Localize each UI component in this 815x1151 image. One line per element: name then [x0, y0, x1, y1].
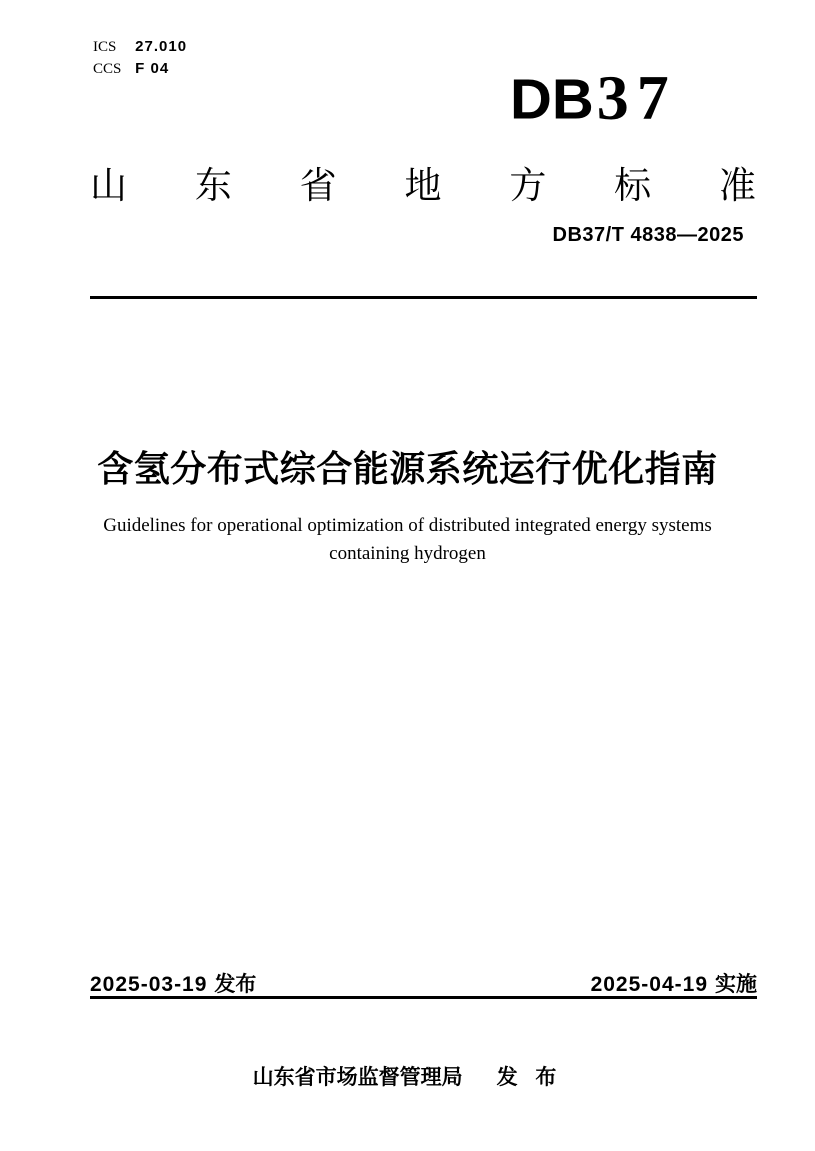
- document-title-english: [60, 512, 755, 568]
- title-english-line1: Guidelines for operational optimization of distributed integrated energy systems: [103, 515, 712, 536]
- implement-label: 实施: [715, 973, 757, 996]
- ccs-value: F 04: [135, 60, 170, 77]
- ccs-label: CCS: [93, 61, 122, 77]
- category-char: 山: [90, 165, 127, 206]
- issue-date-group: [90, 968, 256, 998]
- category-char: 东: [194, 165, 232, 206]
- db37-logo-db-letters: DB: [510, 67, 594, 132]
- implement-date: 2025-04-19: [590, 973, 708, 996]
- classification-block: [93, 36, 187, 80]
- category-char: 方: [509, 165, 547, 206]
- standard-category-title: [90, 155, 756, 209]
- category-char: 准: [718, 165, 756, 206]
- ics-label: ICS: [93, 39, 117, 55]
- standard-number: DB37/T 4838—2025: [552, 224, 744, 246]
- category-char: 地: [404, 165, 442, 206]
- publisher-name: 山东省市场监督管理局: [252, 1066, 463, 1089]
- publisher-row: [0, 1061, 815, 1091]
- title-english-line2: containing hydrogen: [329, 543, 486, 564]
- bottom-divider-rule: [90, 996, 757, 999]
- publish-action-label: 发 布: [496, 1066, 563, 1089]
- category-char: 省: [299, 165, 337, 206]
- dates-row: [90, 968, 757, 998]
- ics-line: [93, 36, 187, 58]
- top-divider-rule: [90, 296, 757, 299]
- db37-logo-region-number: 37: [596, 62, 677, 133]
- ics-value: 27.010: [135, 38, 188, 55]
- implement-date-group: [591, 968, 757, 998]
- ccs-line: [93, 58, 187, 80]
- db37-logo: [510, 62, 677, 133]
- document-title-chinese: 含氢分布式综合能源系统运行优化指南: [97, 448, 718, 489]
- category-char: 标: [614, 165, 652, 206]
- issue-date: 2025-03-19: [90, 973, 208, 996]
- issue-label: 发布: [214, 973, 257, 996]
